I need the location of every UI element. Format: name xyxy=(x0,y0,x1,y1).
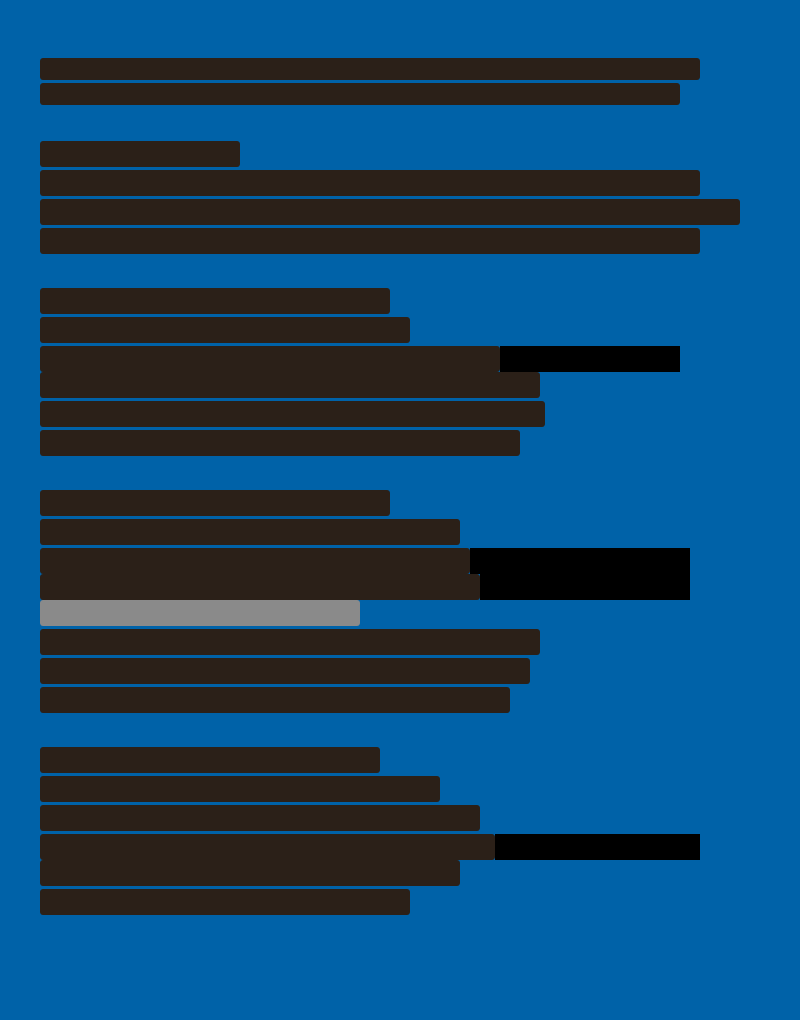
redacted-line xyxy=(40,629,540,655)
redacted-line xyxy=(40,574,480,600)
redacted-line-with-rule xyxy=(40,346,740,372)
redacted-line xyxy=(40,747,380,773)
redacted-line xyxy=(40,889,410,915)
redacted-line xyxy=(40,288,390,314)
redacted-line xyxy=(40,372,540,398)
redacted-line-with-rule xyxy=(40,574,740,600)
paragraph-block-1 xyxy=(40,141,740,254)
redacted-line xyxy=(40,346,500,372)
redacted-line xyxy=(40,548,470,574)
redacted-line xyxy=(40,805,480,831)
redacted-line-muted xyxy=(40,600,360,626)
redacted-line-with-rule xyxy=(40,548,740,574)
paragraph-block-2 xyxy=(40,288,740,456)
redacted-line xyxy=(40,658,530,684)
redacted-line xyxy=(40,141,240,167)
redacted-line xyxy=(40,430,520,456)
redacted-line xyxy=(40,83,680,105)
redacted-line xyxy=(40,687,510,713)
redacted-line xyxy=(40,834,495,860)
redacted-line xyxy=(40,401,545,427)
paragraph-block-4 xyxy=(40,747,740,915)
redacted-line xyxy=(40,776,440,802)
redacted-line xyxy=(40,170,700,196)
redacted-line xyxy=(40,490,390,516)
redacted-line xyxy=(40,58,700,80)
redacted-line-with-rule xyxy=(40,834,740,860)
document-content xyxy=(40,58,740,949)
black-rule xyxy=(500,346,680,372)
redacted-line xyxy=(40,228,700,254)
redacted-line xyxy=(40,519,460,545)
redacted-line xyxy=(40,317,410,343)
paragraph-block-3 xyxy=(40,490,740,713)
heading-block xyxy=(40,58,740,105)
redacted-line xyxy=(40,199,740,225)
redacted-line xyxy=(40,860,460,886)
black-rule xyxy=(495,834,700,860)
black-rule xyxy=(470,548,690,574)
black-rule xyxy=(480,574,690,600)
